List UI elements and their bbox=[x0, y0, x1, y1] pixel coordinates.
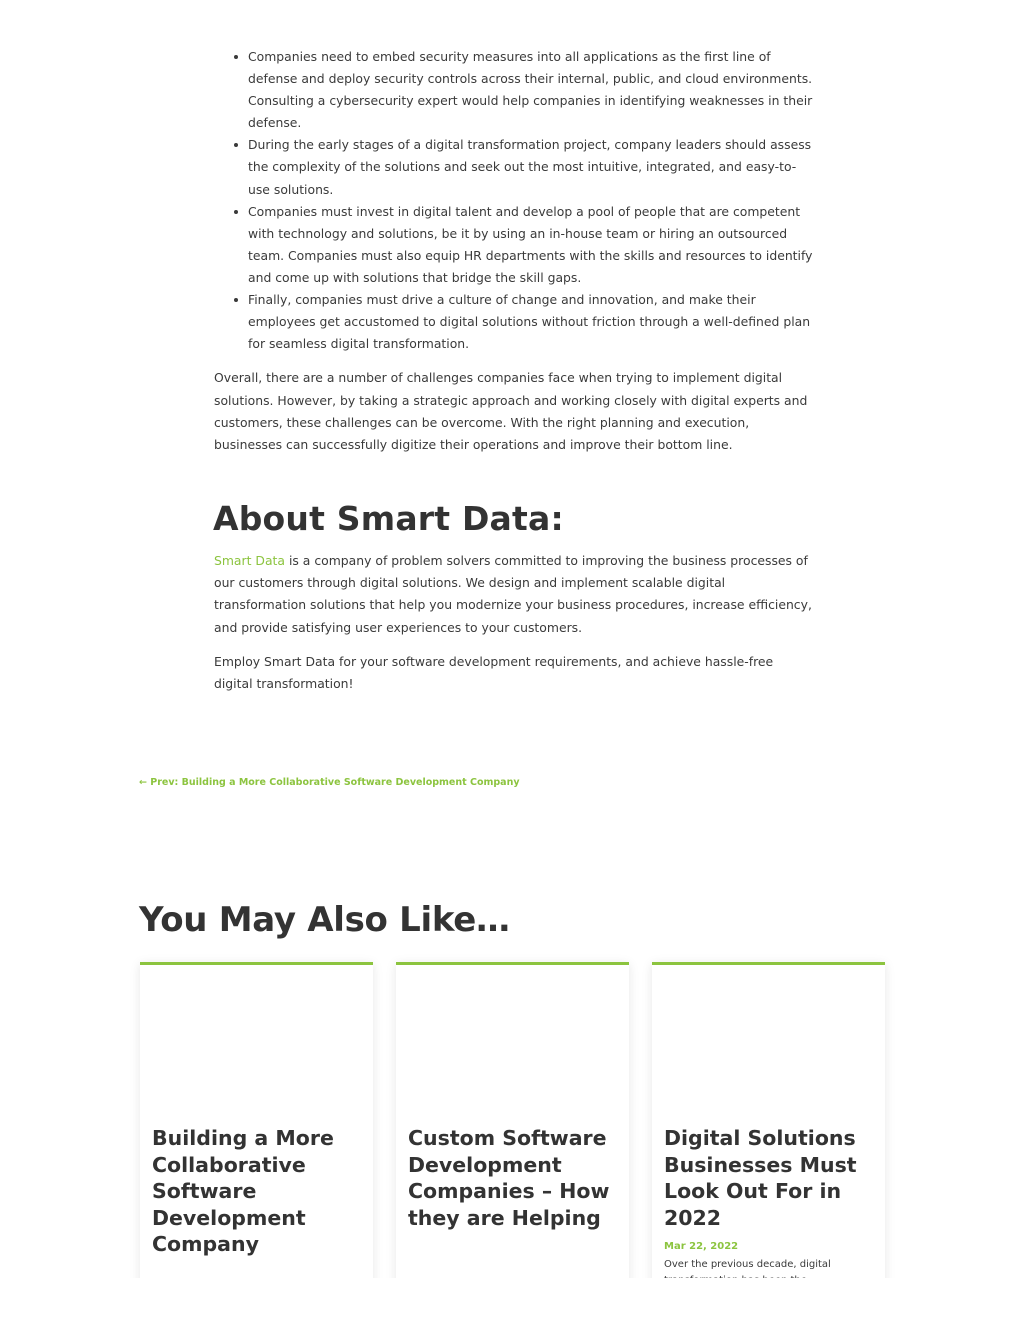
about-cta-paragraph: Employ Smart Data for your software development requirements, and achieve hassle-free digital transformation! bbox=[214, 653, 774, 692]
related-post-card[interactable] bbox=[396, 962, 629, 1292]
card-title[interactable]: Digital Solutions Businesses Must Look Out For in 2022 bbox=[664, 1126, 857, 1230]
article-body bbox=[214, 46, 814, 456]
about-section bbox=[214, 550, 814, 695]
list-item: During the early stages of a digital transformation project, company leaders should assess the complexity of the solutions and seek out the most intuitive, integrated, and easy-to-use solutions. bbox=[248, 134, 814, 200]
card-title[interactable]: Custom Software Development Companies – How they are Helping bbox=[408, 1126, 610, 1230]
list-item: Companies need to embed security measures into all applications as the first line of defense and deploy security controls across their internal, public, and cloud environments. Consulting a cybersecurity expert would help companies in identifying weaknesses in their defense. bbox=[248, 46, 814, 134]
list-item: Finally, companies must drive a culture of change and innovation, and make their employees get accustomed to digital solutions without friction through a well-defined plan for seamless digital transformation. bbox=[248, 289, 814, 355]
related-post-card[interactable] bbox=[140, 962, 373, 1292]
list-item: Companies must invest in digital talent and develop a pool of people that are competent with technology and solutions, be it by using an in-house team or hiring an outsourced team. Companies must also equip HR departments with the skills and resources to identify and come up with solutions that bridge the skill gaps. bbox=[248, 201, 814, 289]
card-thumbnail[interactable] bbox=[140, 965, 373, 1125]
related-post-card[interactable] bbox=[652, 962, 885, 1292]
prev-post-link[interactable]: ← Prev: Building a More Collaborative Software Development Company bbox=[139, 777, 520, 788]
related-posts-heading: You May Also Like… bbox=[139, 900, 510, 940]
card-excerpt: Over the previous decade, digital bbox=[664, 1259, 831, 1271]
card-thumbnail[interactable] bbox=[396, 965, 629, 1125]
about-text: is a company of problem solvers committed to improving the business processes of our customers through digital solutions. We design and implement scalable digital transformation solutions that help you modernize your business procedures, increase efficiency, and provide satisfying user experiences to your customers. bbox=[214, 553, 812, 635]
page-bottom-margin bbox=[0, 1278, 1024, 1325]
card-date: Mar 22, 2022 bbox=[664, 1241, 739, 1253]
conclusion-paragraph: Overall, there are a number of challenges companies face when trying to implement digital solutions. However, by taking a strategic approach and working closely with digital experts and customers, these challenges can be overcome. With the right planning and execution, businesses can successfully digitize their operations and improve their bottom line. bbox=[214, 370, 808, 452]
about-heading: About Smart Data: bbox=[213, 499, 564, 538]
card-thumbnail[interactable] bbox=[652, 965, 885, 1125]
smart-data-link[interactable]: Smart Data bbox=[214, 553, 286, 568]
challenges-list bbox=[214, 46, 814, 355]
card-title[interactable]: Building a More Collaborative Software Development Company bbox=[152, 1126, 334, 1257]
about-paragraph bbox=[214, 550, 814, 639]
